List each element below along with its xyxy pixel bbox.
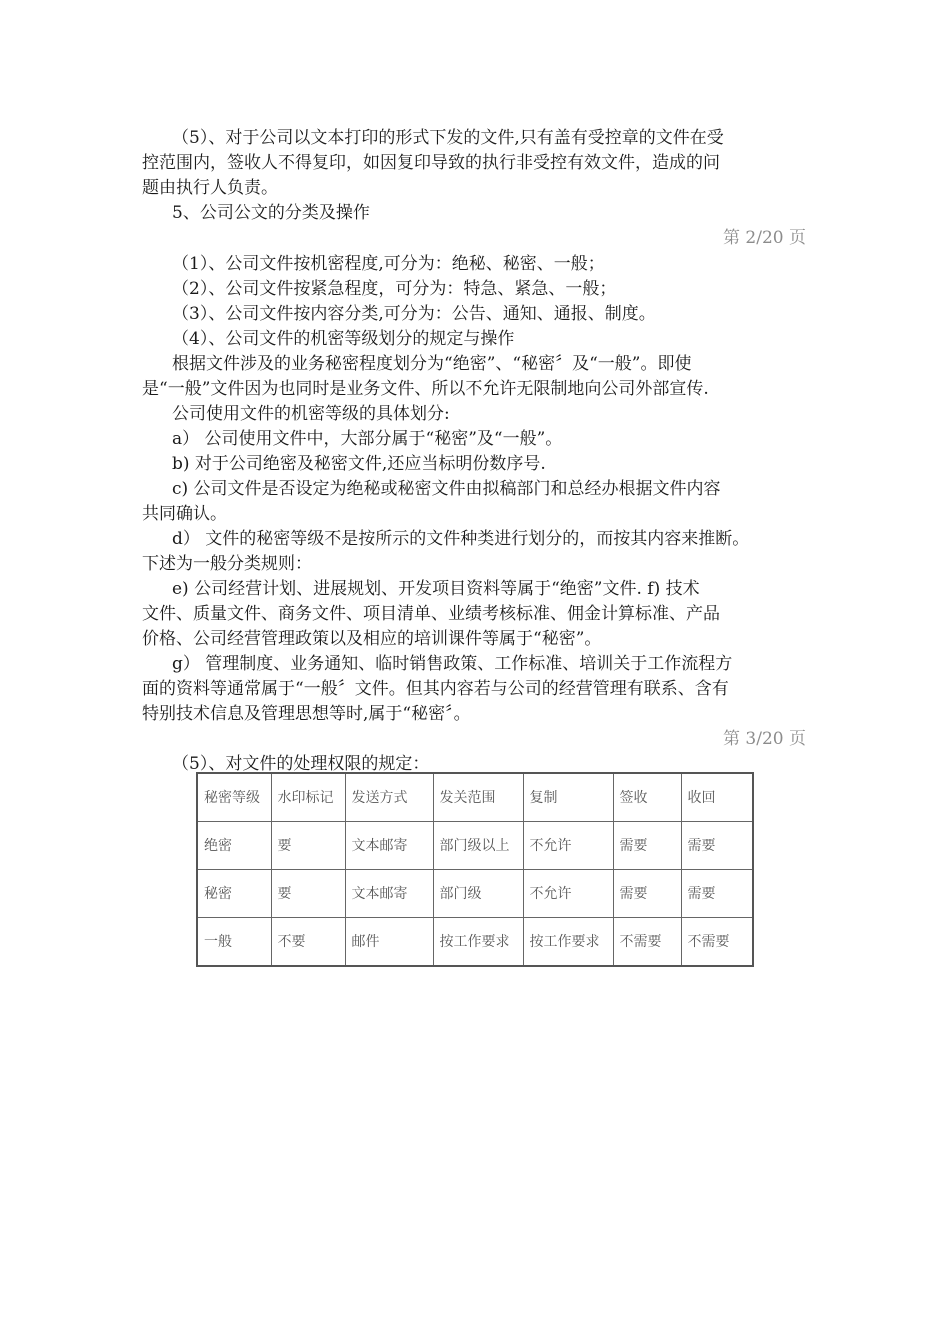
list-item-continuation: 文件、质量文件、商务文件、项目清单、业绩考核标准、佣金计算标准、产品 — [142, 604, 720, 624]
table-cell: 需要 — [681, 870, 753, 918]
paragraph-line: 根据文件涉及的业务秘密程度划分为“绝密”、“秘密〞及“一般”。即使 — [172, 354, 692, 374]
list-item-continuation: 特别技术信息及管理思想等时,属于“秘密〞。 — [142, 704, 471, 724]
paragraph-line: 控范围内，签收人不得复印，如因复印导致的执行非受控有效文件，造成的问 — [142, 153, 720, 173]
list-item-continuation: 面的资料等通常属于“一般〞文件。但其内容若与公司的经营管理有联系、含有 — [142, 679, 729, 699]
table-cell: 不需要 — [613, 918, 681, 967]
page-number: 第 3/20 页 — [723, 729, 806, 749]
table-cell: 一般 — [197, 918, 271, 967]
paragraph-line: （3）、公司文件按内容分类,可分为：公告、通知、通报、制度。 — [172, 304, 656, 324]
list-item: g） 管理制度、业务通知、临时销售政策、工作标准、培训关于工作流程方 — [172, 654, 733, 674]
table-cell: 不需要 — [681, 918, 753, 967]
list-item-continuation: 下述为一般分类规则： — [142, 554, 312, 574]
table-cell: 部门级以上 — [433, 822, 523, 870]
paragraph-line: （5）、对于公司以文本打印的形式下发的文件,只有盖有受控章的文件在受 — [172, 128, 724, 148]
table-header-cell: 收回 — [681, 773, 753, 822]
section-heading: 5、公司公文的分类及操作 — [172, 203, 370, 223]
table-header-cell: 签收 — [613, 773, 681, 822]
page-number: 第 2/20 页 — [723, 228, 806, 248]
list-item: c) 公司文件是否设定为绝秘或秘密文件由拟稿部门和总经办根据文件内容 — [172, 479, 721, 499]
paragraph-line: 题由执行人负责。 — [142, 178, 278, 198]
table-cell: 按工作要求 — [523, 918, 613, 967]
list-item-continuation: 共同确认。 — [142, 504, 227, 524]
table-header-cell: 秘密等级 — [197, 773, 271, 822]
paragraph-line: （5）、对文件的处理权限的规定： — [172, 754, 430, 774]
table-header-cell: 水印标记 — [271, 773, 345, 822]
table-cell: 不要 — [271, 918, 345, 967]
table-cell: 绝密 — [197, 822, 271, 870]
table-cell: 不允许 — [523, 822, 613, 870]
table-row — [197, 918, 753, 967]
table-row — [197, 870, 753, 918]
table-cell: 邮件 — [345, 918, 433, 967]
paragraph-line: 是“一般”文件因为也同时是业务文件、所以不允许无限制地向公司外部宣传. — [142, 379, 709, 399]
table-header-cell: 发关范围 — [433, 773, 523, 822]
table-cell: 不允许 — [523, 870, 613, 918]
paragraph-line: （2）、公司文件按紧急程度，可分为：特急、紧急、一般； — [172, 279, 617, 299]
table-header-cell: 发送方式 — [345, 773, 433, 822]
table-cell: 需要 — [681, 822, 753, 870]
table-cell: 文本邮寄 — [345, 822, 433, 870]
paragraph-line: （4）、公司文件的机密等级划分的规定与操作 — [172, 329, 515, 349]
table-cell: 要 — [271, 870, 345, 918]
table-cell: 按工作要求 — [433, 918, 523, 967]
table-row — [197, 822, 753, 870]
list-item: b) 对于公司绝密及秘密文件,还应当标明份数序号. — [172, 454, 546, 474]
list-item: e) 公司经营计划、进展规划、开发项目资料等属于“绝密”文件. f) 技术 — [172, 579, 700, 599]
table-header-cell: 复制 — [523, 773, 613, 822]
list-item: a） 公司使用文件中，大部分属于“秘密”及“一般”。 — [172, 429, 563, 449]
paragraph-line: 公司使用文件的机密等级的具体划分: — [172, 404, 450, 424]
table-cell: 需要 — [613, 822, 681, 870]
paragraph-line: （1）、公司文件按机密程度,可分为：绝秘、秘密、一般； — [172, 254, 605, 274]
table-cell: 要 — [271, 822, 345, 870]
table-header-row — [197, 773, 753, 822]
list-item-continuation: 价格、公司经营管理政策以及相应的培训课件等属于“秘密”。 — [142, 629, 602, 649]
table-cell: 文本邮寄 — [345, 870, 433, 918]
table-cell: 部门级 — [433, 870, 523, 918]
table-cell: 秘密 — [197, 870, 271, 918]
permission-table — [196, 772, 754, 967]
table-cell: 需要 — [613, 870, 681, 918]
list-item: d） 文件的秘密等级不是按所示的文件种类进行划分的，而按其内容来推断。 — [172, 529, 750, 549]
